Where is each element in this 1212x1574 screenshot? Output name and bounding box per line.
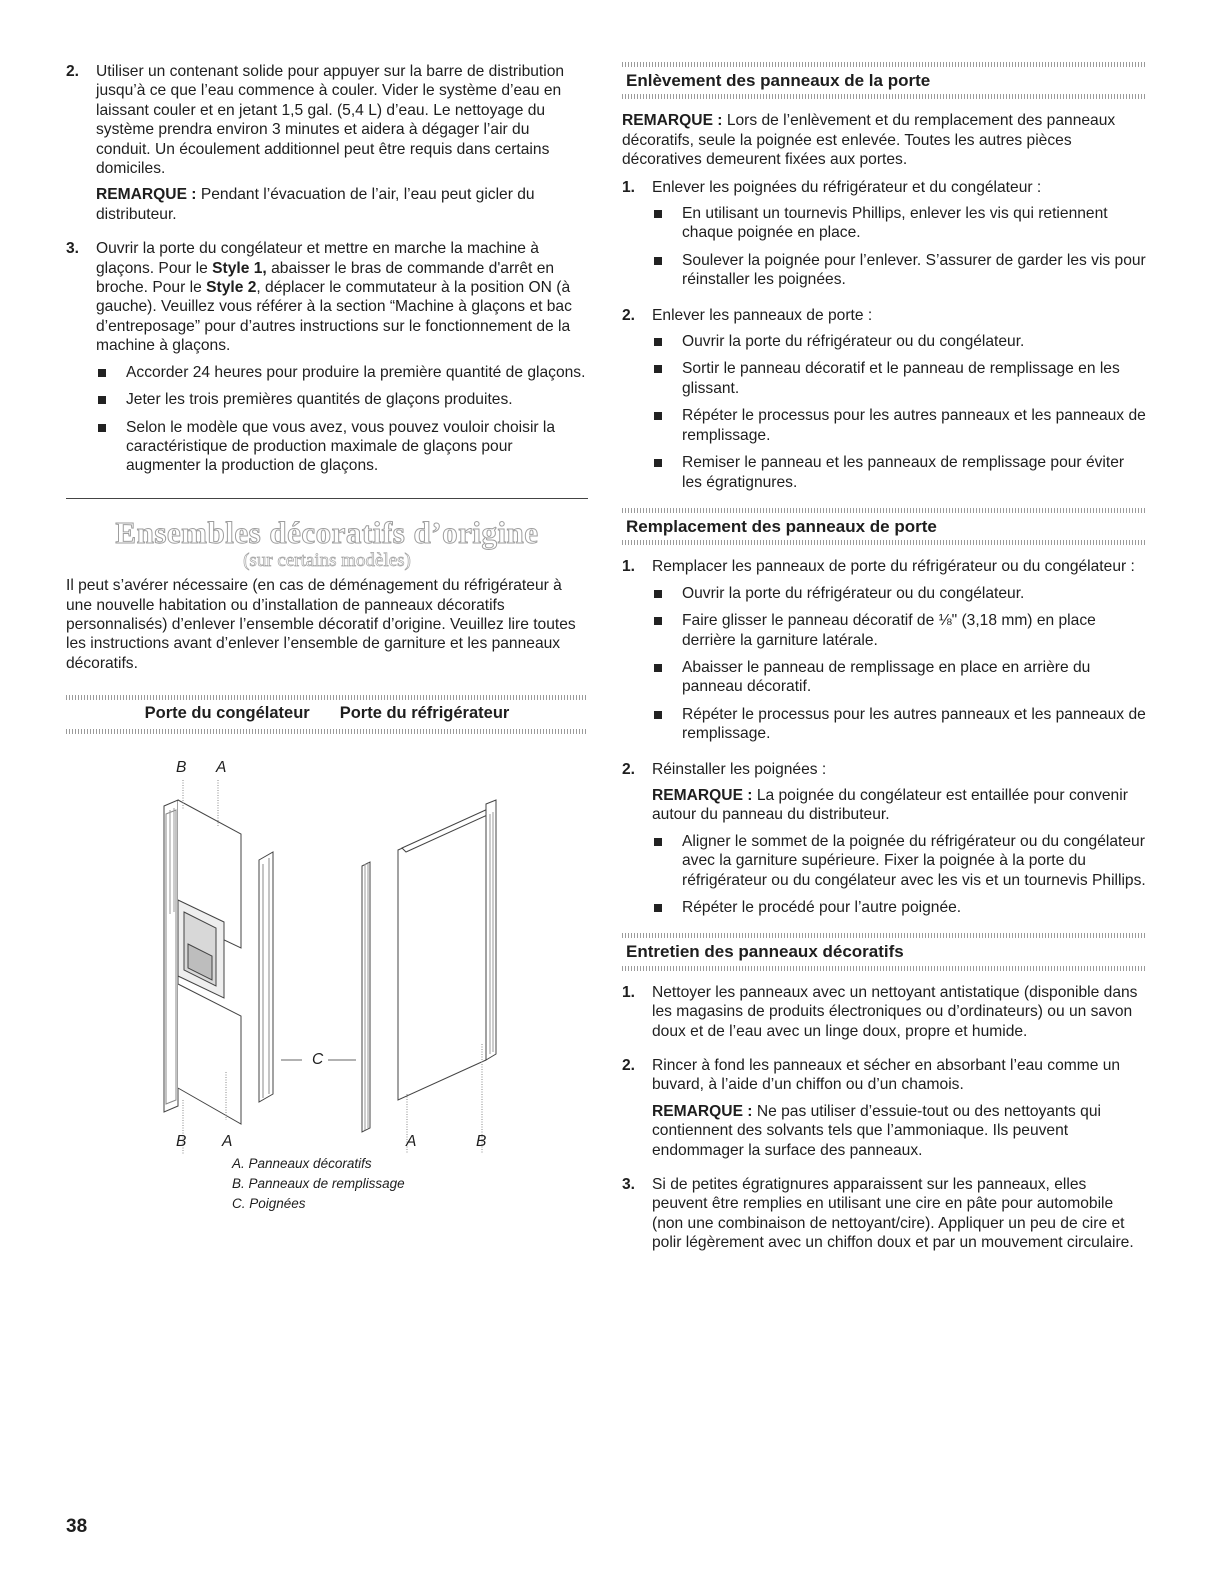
bullet-icon — [652, 898, 682, 917]
bullet-text: Soulever la poignée pour l’enlever. S’assurer de garder les vis pour réinstaller les poignées. — [682, 251, 1146, 289]
step-text: Réinstaller les poignées : — [652, 760, 827, 778]
step-number: 2. — [622, 760, 636, 778]
label-b-bottom-right: B — [476, 1132, 487, 1150]
step-text: Utiliser un contenant solide pour appuyer sur la barre de distribution jusqu’à ce que l’eau commence à couler. Vider le système d’eau en laissant couler et en jetant 1,5 gal. (5,4 L) d’eau. Le nettoyage du système prendra environ 3 minutes et aidera à dégager l’air du conduit. Un écoulement additionnel peut être requis dans certains domiciles. — [96, 63, 565, 178]
note-text: Pendant l’évacuation de l’air, l’eau peut gicler du distributeur. — [96, 186, 535, 223]
step-number: 1. — [622, 983, 636, 1001]
fridge-panel — [398, 812, 486, 1100]
section-divider — [66, 498, 588, 499]
bullet-icon — [652, 359, 682, 398]
bullet-item — [652, 611, 1146, 650]
bullet-icon — [652, 832, 682, 890]
bullet-icon — [652, 204, 682, 243]
bullet-item — [652, 406, 1146, 445]
hatch-rule — [622, 966, 1146, 971]
figure-header — [66, 695, 588, 733]
text-run: abaisser le bras de commande d'arrêt en broche. Pour le — [96, 259, 555, 297]
step-text: Enlever les panneaux de porte : — [652, 306, 873, 324]
note-label: REMARQUE : — [96, 186, 197, 204]
bullet-icon — [96, 363, 126, 382]
step-text: Nettoyer les panneaux avec un nettoyant antistatique (disponible dans les magasins de produits électroniques ou d’ordinateurs) ou un savon doux et de l’eau avec un linge doux, propre et humide. — [652, 983, 1138, 1040]
step-number: 1. — [622, 558, 636, 576]
bullet-item — [652, 251, 1146, 290]
fridge-side-trim — [486, 800, 496, 1060]
bullet-text: Répéter le processus pour les autres panneaux et les panneaux de remplissage. — [682, 407, 1146, 444]
bullet-icon — [652, 453, 682, 492]
bullet-icon — [652, 251, 682, 290]
bullet-text: En utilisant un tournevis Phillips, enlever les vis qui retiennent chaque poignée en place. — [682, 205, 1108, 242]
heading-panel-replacement: Remplacement des panneaux de porte — [626, 516, 937, 536]
bullet-icon — [652, 406, 682, 445]
bullet-icon — [652, 332, 682, 351]
note — [96, 185, 588, 224]
door-panels-drawing — [66, 754, 588, 1154]
step-1 — [622, 178, 1146, 298]
hatch-rule — [622, 933, 1146, 938]
step-3 — [66, 239, 588, 483]
note — [652, 786, 1146, 825]
text-run: , déplacer le commutateur à la position ON (à gauche). Veuillez vous référer à la section “Machine à glaçons et bac d’entreposage” pour d’autres instructions sur le fonctionnement de la machine à glaçons. — [96, 279, 572, 355]
note-text: Ne pas utiliser d’essuie-tout ou des nettoyants qui contiennent des solvants tels que l’ammoniaque. Ils peuvent endommager la surface des panneaux. — [652, 1102, 1101, 1159]
figure-legend — [232, 1154, 588, 1214]
label-b-bottom-left: B — [176, 1132, 187, 1150]
bullet-item — [652, 898, 1146, 917]
bullet-item — [652, 658, 1146, 697]
label-a-top: A — [216, 758, 227, 776]
note — [622, 111, 1146, 169]
bullet-text: Abaisser le panneau de remplissage en place en arrière du panneau décoratif. — [682, 658, 1091, 696]
right-column — [622, 62, 1146, 1268]
page-number: 38 — [66, 1516, 88, 1537]
bullet-text: Aligner le sommet de la poignée du réfrigérateur ou du congélateur avec la garniture supérieure. Fixer la poignée à la porte du réfrigérateur ou du congélateur avec les vis et un tournevis Phillips. — [682, 832, 1146, 889]
bullet-item — [652, 204, 1146, 243]
bullet-text: Faire glisser le panneau décoratif de ⅛" (3,18 mm) en place derrière la garniture latérale. — [682, 612, 1096, 649]
bullet-text: Répéter le procédé pour l’autre poignée. — [682, 899, 962, 916]
section-subtitle: (sur certains modèles) — [243, 549, 411, 571]
bullet-item — [652, 832, 1146, 890]
bullet-item — [96, 418, 588, 476]
step-text: Rincer à fond les panneaux et sécher en absorbant l’eau comme un buvard, à l’aide d’un chiffon ou d’un chamois. — [652, 1057, 1121, 1094]
fridge-handle — [362, 862, 370, 1132]
note-text: La poignée du congélateur est entaillée pour convenir autour du panneau du distributeur. — [652, 786, 1128, 824]
bullet-text: Accorder 24 heures pour produire la première quantité de glaçons. — [126, 363, 586, 381]
step-number: 3. — [66, 240, 80, 258]
label-c: C — [312, 1050, 324, 1068]
label-a-bottom-right: A — [406, 1132, 417, 1150]
bullet-text: Jeter les trois premières quantités de glaçons produites. — [126, 391, 513, 409]
bullet-icon — [652, 611, 682, 650]
step-text — [96, 239, 588, 355]
bullet-text: Sortir le panneau décoratif et le panneau de remplissage en les glissant. — [682, 360, 1120, 397]
step-2 — [622, 306, 1146, 500]
step-1 — [622, 557, 1146, 751]
heading-panel-removal: Enlèvement des panneaux de la porte — [626, 71, 931, 90]
style-2-label: Style 2 — [206, 279, 257, 297]
bullet-icon — [96, 418, 126, 476]
hatch-rule — [622, 540, 1146, 545]
bullet-text: Ouvrir la porte du réfrigérateur ou du congélateur. — [682, 333, 1025, 351]
bullet-item — [652, 705, 1146, 744]
bullet-item — [652, 584, 1146, 603]
bullet-item — [652, 453, 1146, 492]
note-label: REMARQUE : — [652, 1102, 753, 1120]
hatch-rule — [622, 62, 1146, 67]
step-number: 2. — [622, 1057, 636, 1075]
bullet-item — [96, 363, 588, 382]
freezer-lower-panel — [178, 984, 241, 1124]
text-run: Ouvrir la porte du congélateur et mettre en marche la machine à glaçons. Pour le — [96, 240, 539, 277]
legend-item: C. Poignées — [232, 1195, 306, 1211]
bullet-text: Selon le modèle que vous avez, vous pouvez vouloir choisir la caractéristique de production maximale de glaçons pour augmenter la production de glaçons. — [126, 418, 556, 475]
step-number: 3. — [622, 1176, 636, 1194]
legend-item: B. Panneaux de remplissage — [232, 1175, 405, 1191]
section-heading — [622, 62, 1146, 99]
bullet-text: Répéter le processus pour les autres panneaux et les panneaux de remplissage. — [682, 705, 1146, 743]
section-heading — [622, 508, 1146, 545]
door-panels-figure — [66, 754, 588, 1154]
bullet-item — [652, 332, 1146, 351]
freezer-door-heading: Porte du congélateur — [144, 704, 310, 723]
step-2 — [622, 1056, 1146, 1167]
left-column — [66, 62, 588, 1214]
style-1-label: Style 1, — [212, 259, 267, 277]
section-heading — [622, 933, 1146, 970]
intro-paragraph: Il peut s’avérer nécessaire (en cas de déménagement du réfrigérateur à une nouvelle habitation ou d’installation de panneaux décoratifs personnalisés) d’enlever l’ensemble décoratif d’origine. Veuillez lire toutes les instructions avant d’enlever l’ensemble de garniture et les panneaux décoratifs. — [66, 577, 576, 672]
hatch-rule — [66, 729, 588, 734]
freezer-handle — [259, 852, 273, 1102]
note-text: Lors de l’enlèvement et du remplacement des panneaux décoratifs, seule la poignée est enlevée. Toutes les autres pièces décoratives demeurent fixées aux portes. — [622, 112, 1116, 169]
step-2 — [622, 760, 1146, 926]
step-text: Si de petites égratignures apparaissent sur les panneaux, elles peuvent être remplies en utilisant une cire en pâte pour automobile (non une combinaison de nettoyant/cire). Appliquer un peu de cire et polir légèrement avec un chiffon doux et par un mouvement circulaire. — [652, 1176, 1134, 1252]
step-number: 1. — [622, 178, 636, 196]
step-3 — [622, 1175, 1146, 1260]
label-b-top: B — [176, 758, 187, 776]
bullet-icon — [652, 584, 682, 603]
bullet-text: Ouvrir la porte du réfrigérateur ou du congélateur. — [682, 584, 1025, 602]
bullet-text: Remiser le panneau et les panneaux de remplissage pour éviter les égratignures. — [682, 454, 1125, 491]
bullet-item — [96, 390, 588, 409]
step-text: Enlever les poignées du réfrigérateur et du congélateur : — [652, 178, 1042, 196]
step-2 — [66, 62, 588, 231]
bullet-icon — [652, 658, 682, 697]
section-title: Ensembles décoratifs d’origine — [115, 514, 539, 550]
step-text: Remplacer les panneaux de porte du réfrigérateur ou du congélateur : — [652, 558, 1135, 576]
step-1 — [622, 983, 1146, 1048]
note-label: REMARQUE : — [622, 112, 723, 130]
label-a-bottom-left: A — [222, 1132, 233, 1150]
hatch-rule — [622, 508, 1146, 513]
fridge-door-heading: Porte du réfrigérateur — [339, 704, 510, 723]
hatch-rule — [622, 94, 1146, 99]
step-number: 2. — [622, 306, 636, 324]
note-label: REMARQUE : — [652, 786, 753, 804]
bullet-icon — [652, 705, 682, 744]
step-number: 2. — [66, 63, 80, 80]
legend-item: A. Panneaux décoratifs — [232, 1155, 372, 1171]
heading-panel-care: Entretien des panneaux décoratifs — [626, 942, 904, 962]
bullet-item — [652, 359, 1146, 398]
note — [652, 1102, 1146, 1160]
bullet-icon — [96, 390, 126, 409]
